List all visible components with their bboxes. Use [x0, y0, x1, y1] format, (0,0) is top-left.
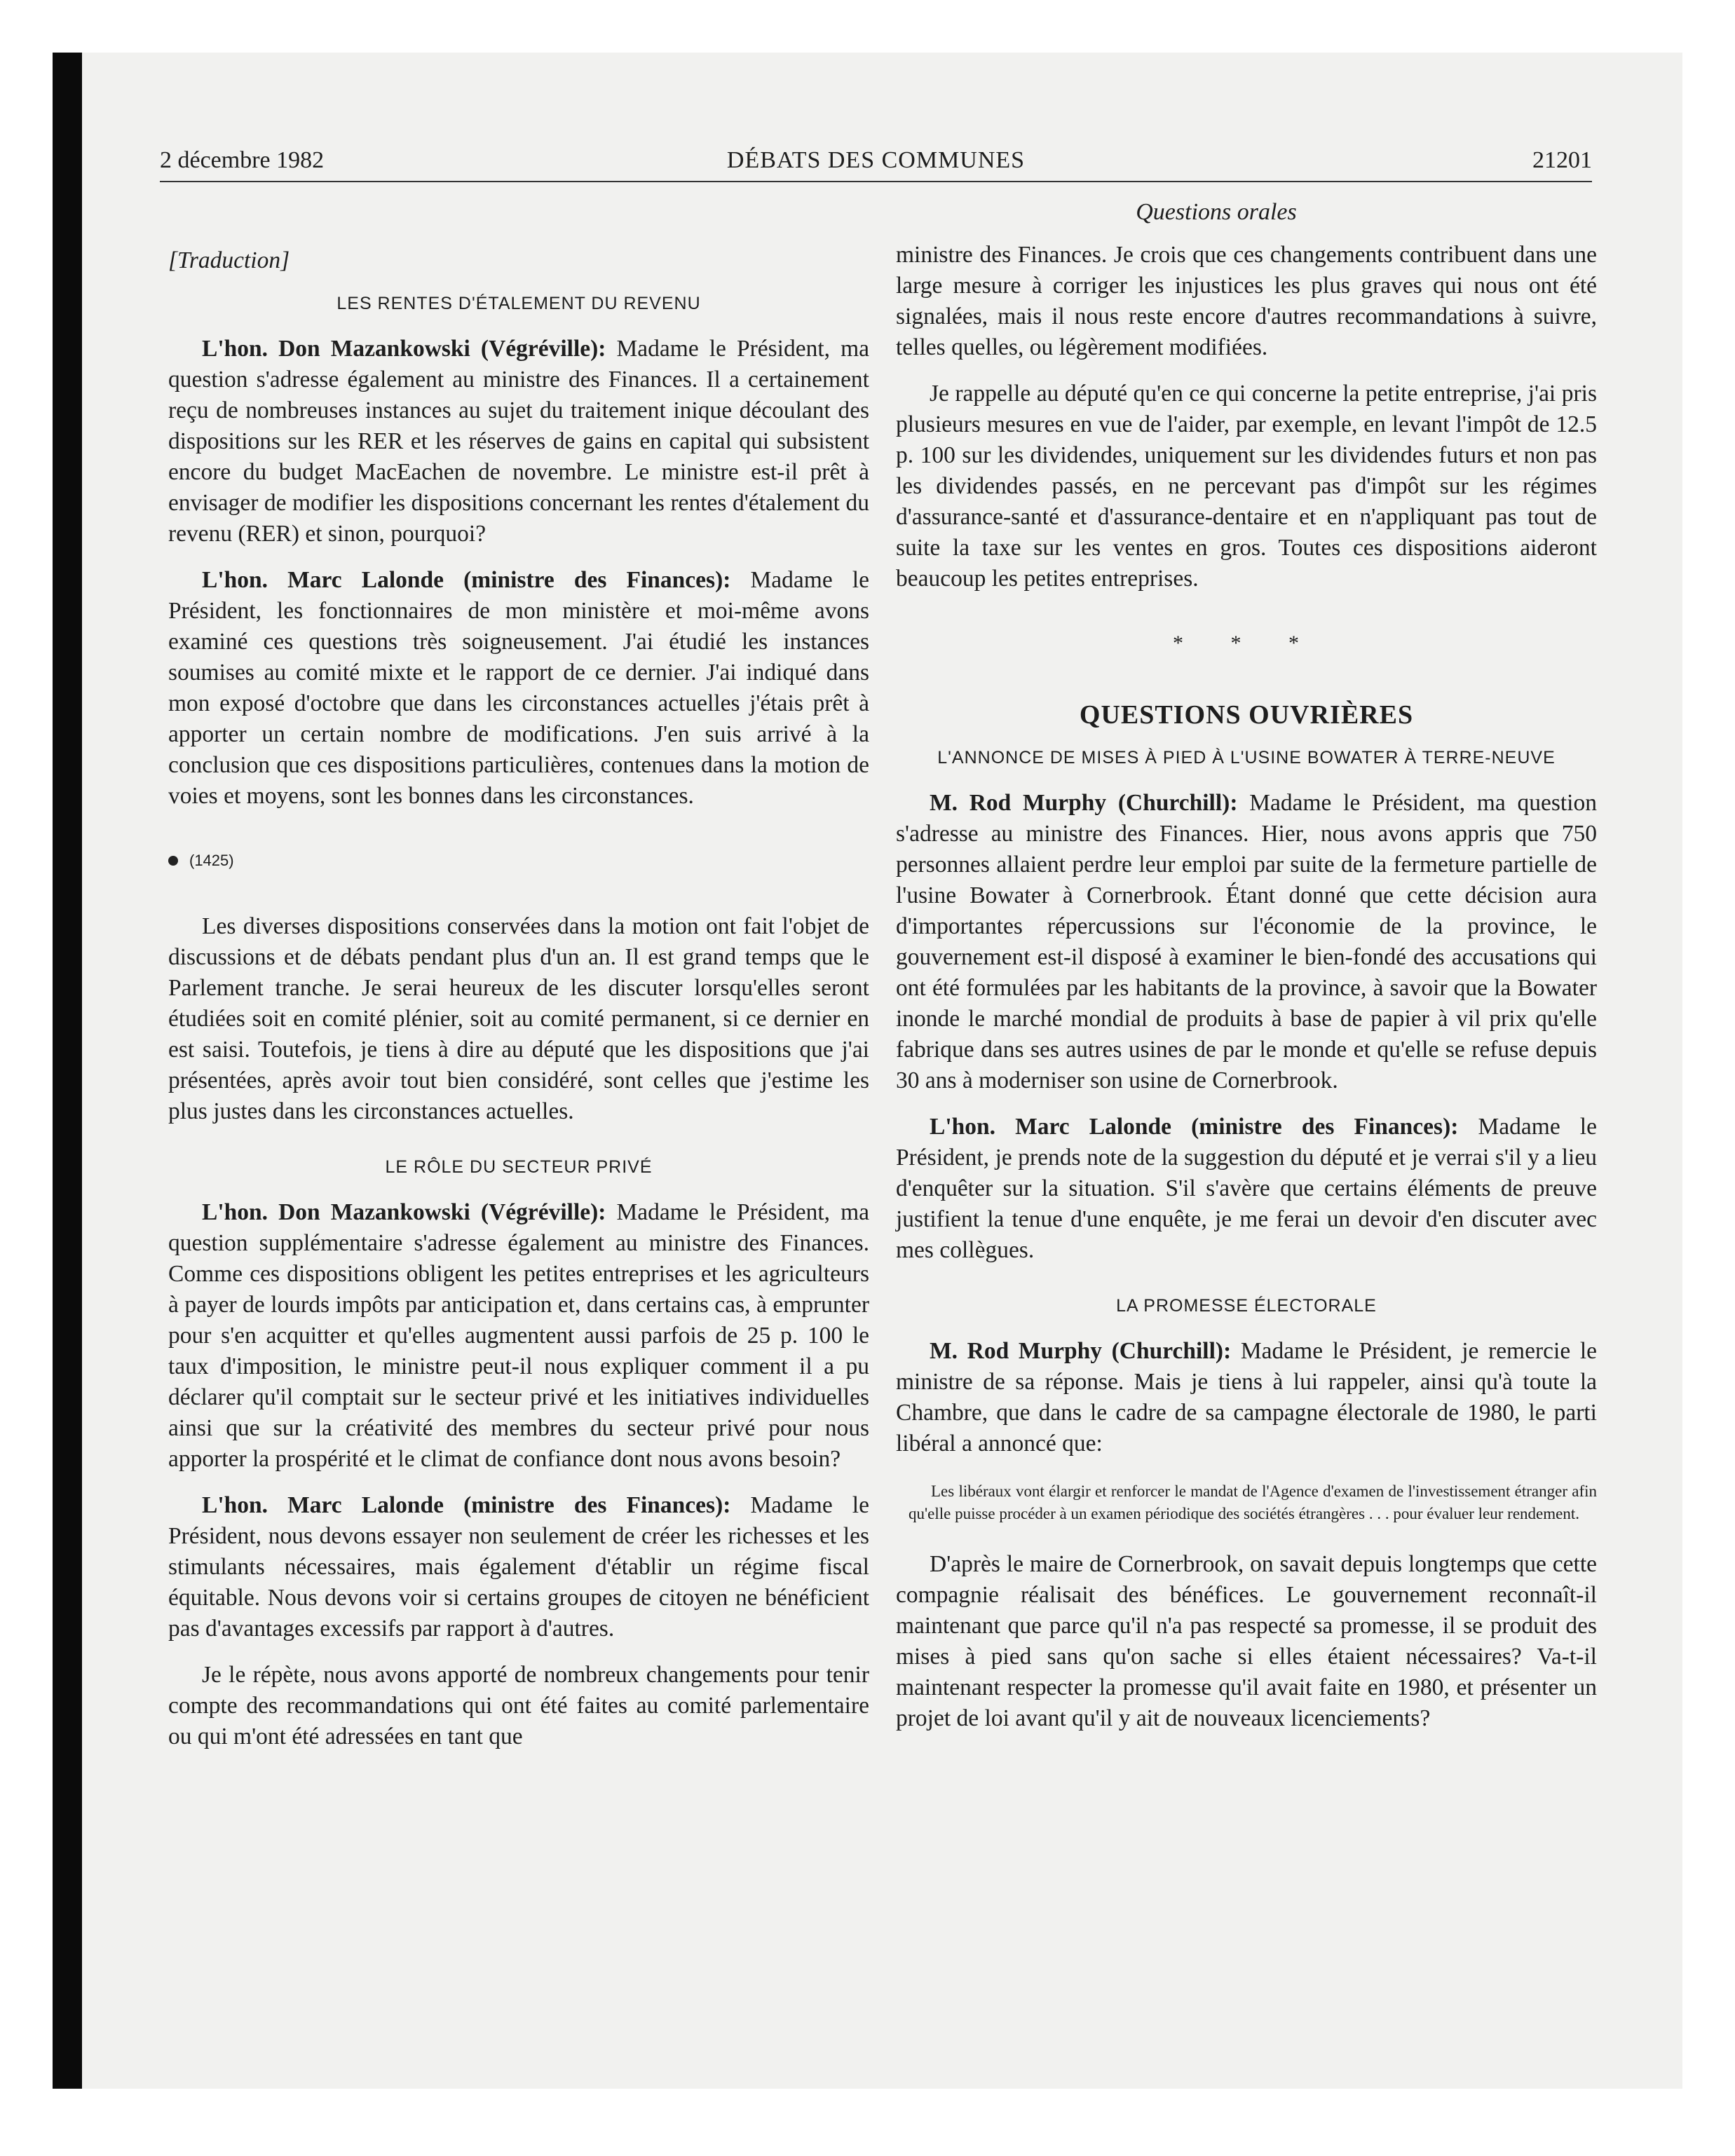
right-column: [896, 240, 1597, 1734]
section-title-bowater: L'ANNONCE DE MISES À PIED À L'USINE BOWATER À TERRE-NEUVE: [937, 748, 1556, 767]
paragraph: [896, 1336, 1597, 1459]
paragraph: [168, 334, 869, 550]
paragraph: [168, 1197, 869, 1475]
paragraph: Je le répète, nous avons apporté de nombreux changements pour tenir compte des recommandations qui ont été faites au comité parlementaire ou qui m'ont été adressées en tant que: [168, 1662, 869, 1749]
page-header: [160, 144, 1592, 182]
section-title-promesse: LA PROMESSE ÉLECTORALE: [1116, 1296, 1377, 1316]
header-publication: DÉBATS DES COMMUNES: [726, 147, 1026, 173]
left-column: [168, 245, 869, 1752]
speaker-name: L'hon. Marc Lalonde (ministre des Finances):: [202, 1492, 731, 1518]
paragraph-text: Madame le Président, nous devons essayer non seulement de créer les richesses et les stimulants nécessaires, mais également d'établir un régime fiscal équitable. Nous devons voir si certains groupes de citoyen ne bénéficient pas d'avantages excessifs par rapport à d'autres.: [168, 1492, 869, 1642]
paragraph: D'après le maire de Cornerbrook, on savait depuis longtemps que cette compagnie réalisait des bénéfices. Le gouvernement reconnaît-il maintenant que parce qu'il n'a pas respecté sa promesse, il se produit des mises à pied sans qu'on sache si elles étaient nécessaires? Va-t-il maintenant respecter la promesse qu'il avait faite en 1980, et présenter un projet de loi avant qu'il y ait de nouveaux licenciements?: [896, 1551, 1597, 1731]
header-date: 2 décembre 1982: [160, 147, 325, 173]
heading-questions-ouvrieres: QUESTIONS OUVRIÈRES: [1079, 700, 1414, 730]
section-title-secteur-prive: LE RÔLE DU SECTEUR PRIVÉ: [385, 1157, 653, 1177]
paragraph: [896, 788, 1597, 1096]
paragraph-text: Madame le Président, je prends note de la suggestion du député et je verrai s'il y a lieu d'enquêter sur la situation. S'il s'avère que certains éléments de preuve justifient la tenue d'une enquête, je me ferai un devoir d'en discuter avec mes collègues.: [896, 1114, 1597, 1263]
speaker-name: L'hon. Don Mazankowski (Végréville):: [202, 336, 606, 362]
paragraph-text: Madame le Président, je remercie le ministre de sa réponse. Mais je tiens à lui rappeler, ainsi qu'à toute la Chambre, que dans le cadre de sa campagne électorale de 1980, le parti libéral a annoncé que:: [896, 1338, 1598, 1456]
translation-tag: [Traduction]: [168, 247, 290, 273]
bullet-icon: [168, 856, 178, 866]
speaker-name: L'hon. Marc Lalonde (ministre des Finances):: [930, 1114, 1459, 1140]
section-separator-stars: * * *: [1173, 632, 1320, 655]
paragraph-text: Madame le Président, ma question supplémentaire s'adresse également au ministre des Finances. Comme ces dispositions obligent les petites entreprises et les agriculteurs à payer de lourds impôts par anticipation et, dans certains cas, à emprunter pour s'en acquitter et qu'elles augmentent aussi parfois de 25 p. 100 le taux d'imposition, le ministre peut-il nous expliquer comment il a pu déclarer qu'il comptait sur le secteur privé et les initiatives individuelles ainsi que sur la créativité des membres du secteur privé pour nous apporter la prospérité et le climat de confiance dont nous avons besoin?: [168, 1199, 869, 1472]
paragraph-text: Madame le Président, ma question s'adresse au ministre des Finances. Hier, nous avons appris que 750 personnes allaient perdre leur emploi par suite de la fermeture partielle de l'usine Bowater à Cornerbrook. Étant donné que cette décision aura d'importantes répercussions sur l'économie de la province, le gouvernement est-il disposé à examiner le bien-fondé des accusations qui ont été formulées par les habitants de la province, à savoir que la Bowater inonde le marché mondial de produits à base de papier à vil prix qu'elle fabrique dans ses autres usines de par le monde et qu'elle se refuse depuis 30 ans à moderniser son usine de Cornerbrook.: [896, 790, 1597, 1093]
time-mark-text: (1425): [189, 852, 234, 869]
speaker-name: M. Rod Murphy (Churchill):: [930, 1338, 1232, 1364]
paragraph: [896, 1112, 1597, 1266]
speaker-name: L'hon. Don Mazankowski (Végréville):: [202, 1199, 606, 1225]
paragraph: [168, 1490, 869, 1644]
paragraph: Les diverses dispositions conservées dans la motion ont fait l'objet de discussions et de débats pendant plus d'un an. Il est grand temps que le Parlement tranche. Je serai heureux de les discuter lorsqu'elles seront étudiées soit en comité plénier, soit au comité permanent, si ce dernier en est saisi. Toutefois, je tiens à dire au député que les dispositions que j'ai présentées, après avoir tout bien considéré, sont celles que j'estime les plus justes dans les circonstances actuelles.: [168, 913, 869, 1124]
paragraph: ministre des Finances. Je crois que ces changements contribuent dans une large mesure à corriger les injustices les plus graves qui nous ont été signalées, mais il nous reste encore d'autres recommandations à suivre, telles quelles, ou légèrement modifiées.: [896, 242, 1597, 360]
paragraph-text: Madame le Président, les fonctionnaires de mon ministère et moi-même avons examiné ces questions très soigneusement. J'ai étudié les instances soumises au comité mixte et le rapport de ce dernier. J'ai indiqué dans mon exposé d'octobre que dans les circonstances actuelles j'étais prêt à apporter un certain nombre de modifications. J'en suis arrivé à la conclusion que ces dispositions particulières, contenues dans la motion de voies et moyens, sont les bonnes dans les circonstances.: [168, 567, 869, 809]
quote-text: Les libéraux vont élargir et renforcer le mandat de l'Agence d'examen de l'investissement étranger afin qu'elle puisse procéder à un examen périodique des sociétés étrangères . . . pour évaluer leur rendement.: [909, 1482, 1597, 1522]
paragraph-text: Madame le Président, ma question s'adresse également au ministre des Finances. Il a certainement reçu de nombreuses instances au sujet du traitement inique découlant des dispositions sur les RER et les réserves de gains en capital qui subsistent encore du budget MacEachen de novembre. Le ministre est-il prêt à envisager de modifier les dispositions concernant les rentes d'étalement du revenu (RER) et sinon, pourquoi?: [168, 336, 869, 547]
block-quote: [909, 1480, 1597, 1525]
scan-edge: [53, 53, 82, 2089]
section-title-rentes: LES RENTES D'ÉTALEMENT DU REVENU: [336, 294, 701, 313]
time-mark: [168, 845, 869, 876]
running-subheader: Questions orales: [1136, 199, 1297, 225]
header-page-number: 21201: [1532, 147, 1592, 173]
paragraph: Je rappelle au député qu'en ce qui concerne la petite entreprise, j'ai pris plusieurs mesures en vue de l'aider, par exemple, en levant l'impôt de 12.5 p. 100 sur les dividendes, uniquement sur les dividendes futurs et non pas les dividendes passés, en ne percevant pas d'impôt sur les régimes d'assurance-santé et d'assurance-dentaire et en n'appliquant pas tout de suite la taxe sur les ventes en gros. Toutes ces dispositions aideront beaucoup les petites entreprises.: [896, 381, 1597, 592]
speaker-name: L'hon. Marc Lalonde (ministre des Finances):: [202, 567, 731, 593]
speaker-name: M. Rod Murphy (Churchill):: [930, 790, 1238, 816]
paragraph: [168, 565, 869, 812]
